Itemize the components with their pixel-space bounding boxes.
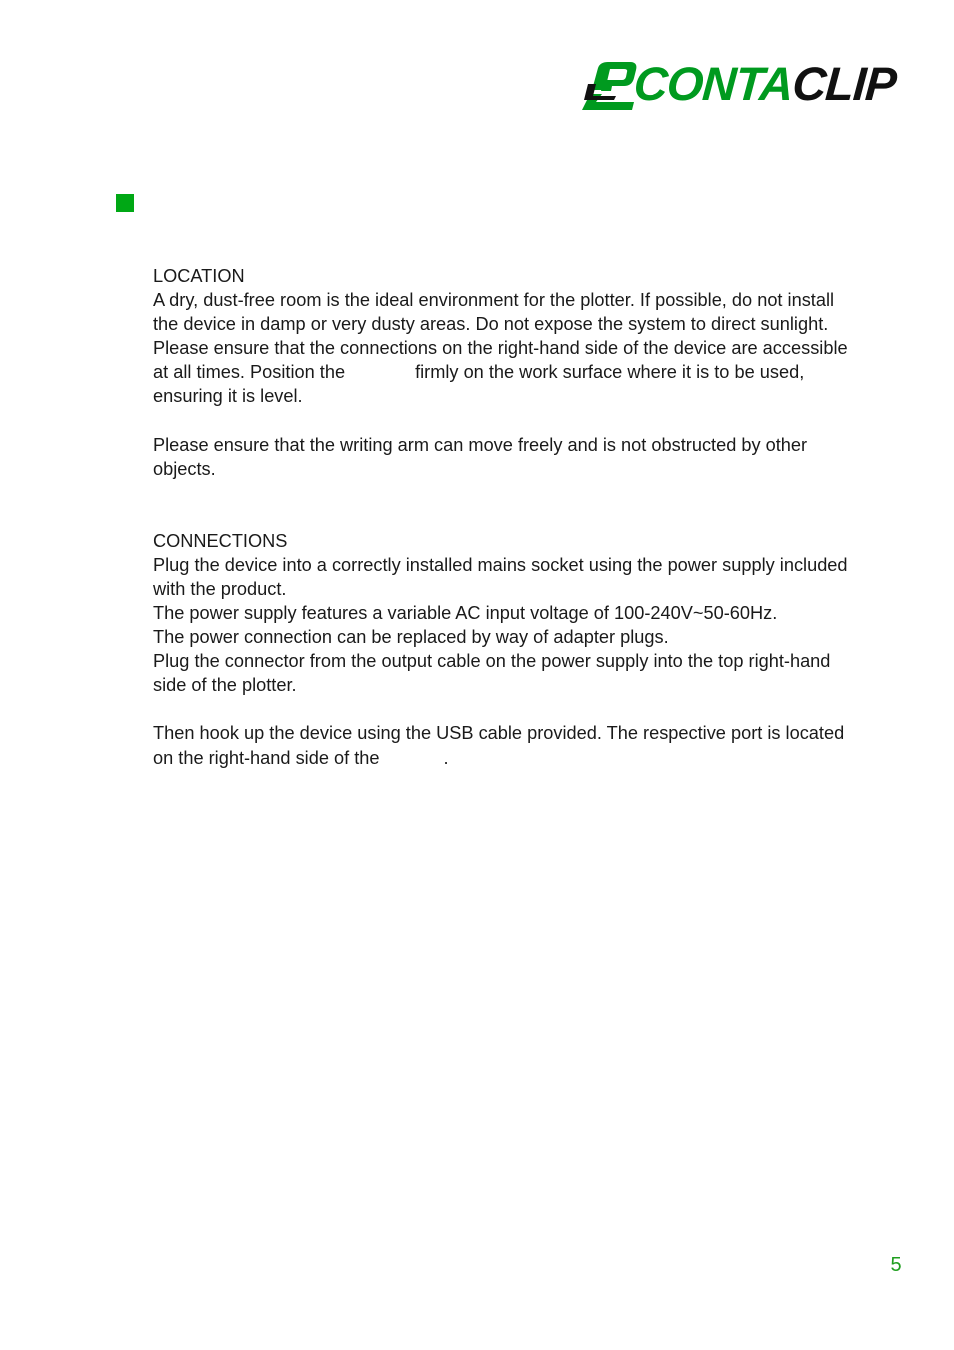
connections-text-line: Plug the device into a correctly installed mains socket using the power supply included xyxy=(153,554,848,575)
location-text-line: Please ensure that the writing arm can move freely and is not obstructed by other xyxy=(153,434,808,455)
logo-text-clip: CLIP xyxy=(790,57,898,110)
document-body xyxy=(153,264,898,770)
contaclip-wordmark xyxy=(632,56,898,112)
connections-heading: CONNECTIONS xyxy=(153,530,288,551)
connections-text-fragment: . xyxy=(443,747,449,768)
connections-text-line: side of the plotter. xyxy=(153,675,297,696)
location-text-line: ensuring it is level. xyxy=(153,386,303,407)
connections-text-line: with the product. xyxy=(153,578,287,599)
connections-text-line: Plug the connector from the output cable on the power supply into the top right-hand xyxy=(153,651,831,672)
location-text-fragment: at all times. Position the xyxy=(153,362,346,383)
contaclip-logo xyxy=(576,57,898,112)
connections-text-line xyxy=(153,746,898,770)
connections-text-fragment: on the right-hand side of the xyxy=(153,747,380,768)
location-text-line: the device in damp or very dusty areas. Do not expose the system to direct sunlight. xyxy=(153,314,829,335)
logo-text-conta: CONTA xyxy=(632,57,795,110)
location-text-line: A dry, dust-free room is the ideal environment for the plotter. If possible, do not install xyxy=(153,290,835,311)
location-text-line: Please ensure that the connections on the right-hand side of the device are accessible xyxy=(153,338,848,359)
page-number: 5 xyxy=(890,1254,902,1276)
connections-text-line: Then hook up the device using the USB cable provided. The respective port is located xyxy=(153,723,845,744)
connections-text-line: The power supply features a variable AC input voltage of 100-240V~50-60Hz. xyxy=(153,603,778,624)
location-text-line xyxy=(153,360,898,384)
green-square-icon xyxy=(116,194,134,212)
connections-text-line: The power connection can be replaced by way of adapter plugs. xyxy=(153,627,669,648)
location-heading: LOCATION xyxy=(153,266,245,286)
location-text-line: objects. xyxy=(153,458,216,479)
location-text-fragment: firmly on the work surface where it is to be used, xyxy=(415,362,805,383)
contaclip-logo-icon xyxy=(576,60,638,110)
